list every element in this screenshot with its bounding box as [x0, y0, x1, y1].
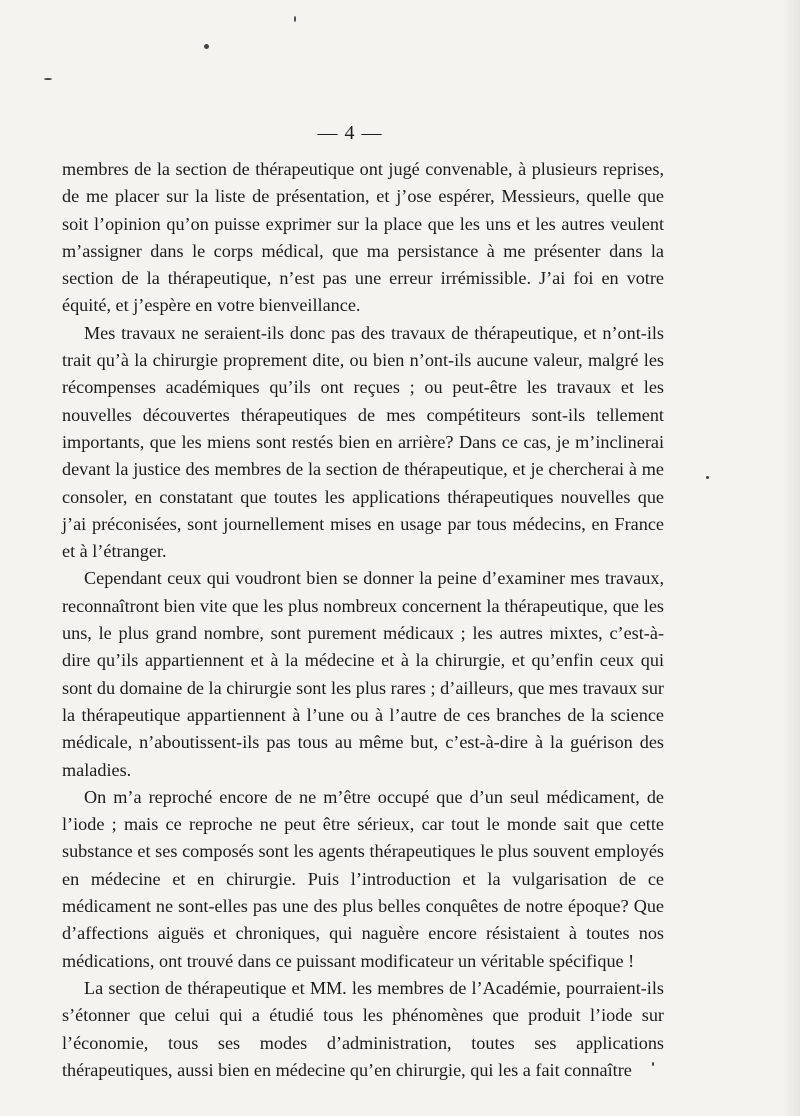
paper-speck [204, 44, 209, 49]
paragraph: La section de thérapeutique et MM. les membres de l’Académie, pourraient-ils s’étonner que celui qui a étudié tous les phénomènes que produit l’iode sur l’économie, tous ses modes d’administration, toutes ses applications thérapeutiques, aussi bien en médecine qu’en chirurgie, qui les a fait connaître [62, 977, 664, 1080]
paragraph: Cependant ceux qui voudront bien se donner la peine d’examiner mes travaux, reconnaîtront bien vite que les plus nombreux concernent la thérapeutique, que les uns, le plus grand nombre, sont purement médicaux ; les autres mixtes, c’est-à-dire qu’ils appartiennent et à la médecine et à la chirurgie, et qu’enfin ceux qui sont du domaine de la chirurgie sont les plus rares ; d’ailleurs, que mes travaux sur la thérapeutique appartiennent à l’une ou à l’autre de ces branches de la science médicale, n’aboutissent-ils pas tous au même but, c’est-à-dire à la guérison des maladies. [62, 568, 664, 780]
paper-speck [44, 78, 52, 80]
page-number: — 4 — [317, 122, 383, 144]
paragraph: On m’a reproché encore de ne m’être occupé que d’un seul médicament, de l’iode ; mais ce reproche ne peut être sérieux, car tout le monde sait que cette substance et ses composés sont les agents thérapeutiques le plus souvent employés en médecine et en chirurgie. Puis l’introduction et la vulgarisation de ce médicament ne sont-elles pas une des plus belles conquêtes de notre époque? Que d’affections aiguës et chroniques, qui naguère encore résistaient à toutes nos médications, ont trouvé dans ce puissant modificateur un véritable spécifique ! [62, 786, 664, 971]
body-text [62, 156, 664, 1084]
paper-speck [294, 16, 296, 22]
page-edge-shadow [782, 0, 800, 1116]
paragraph: Mes travaux ne seraient-ils donc pas des travaux de thérapeutique, et n’ont-ils trait qu’à la chirurgie proprement dite, ou bien n’ont-ils aucune valeur, malgré les récompenses académiques qu’ils ont reçues ; ou peut-être les travaux et les nouvelles découvertes thérapeutiques de mes compétiteurs sont-ils tellement importants, que les miens sont restés bien en arrière? Dans ce cas, je m’inclinerai devant la justice des membres de la section de thérapeutique, et je chercherai à me consoler, en constatant que toutes les applications thérapeutiques nouvelles que j’ai préconisées, sont journellement mises en usage par tous médecins, en France et à l’étranger. [62, 322, 664, 562]
paragraph: membres de la section de thérapeutique ont jugé convenable, à plusieurs reprises, de me placer sur la liste de présentation, et j’ose espérer, Messieurs, quelle que soit l’opinion qu’on puisse exprimer sur la place que les uns et les autres veulent m’assigner dans le corps médical, que ma persistance à me présenter dans la section de la thérapeutique, n’est pas une erreur irrémissible. J’ai foi en votre équité, et j’espère en votre bienveillance. [62, 159, 664, 316]
paper-speck [706, 476, 709, 479]
